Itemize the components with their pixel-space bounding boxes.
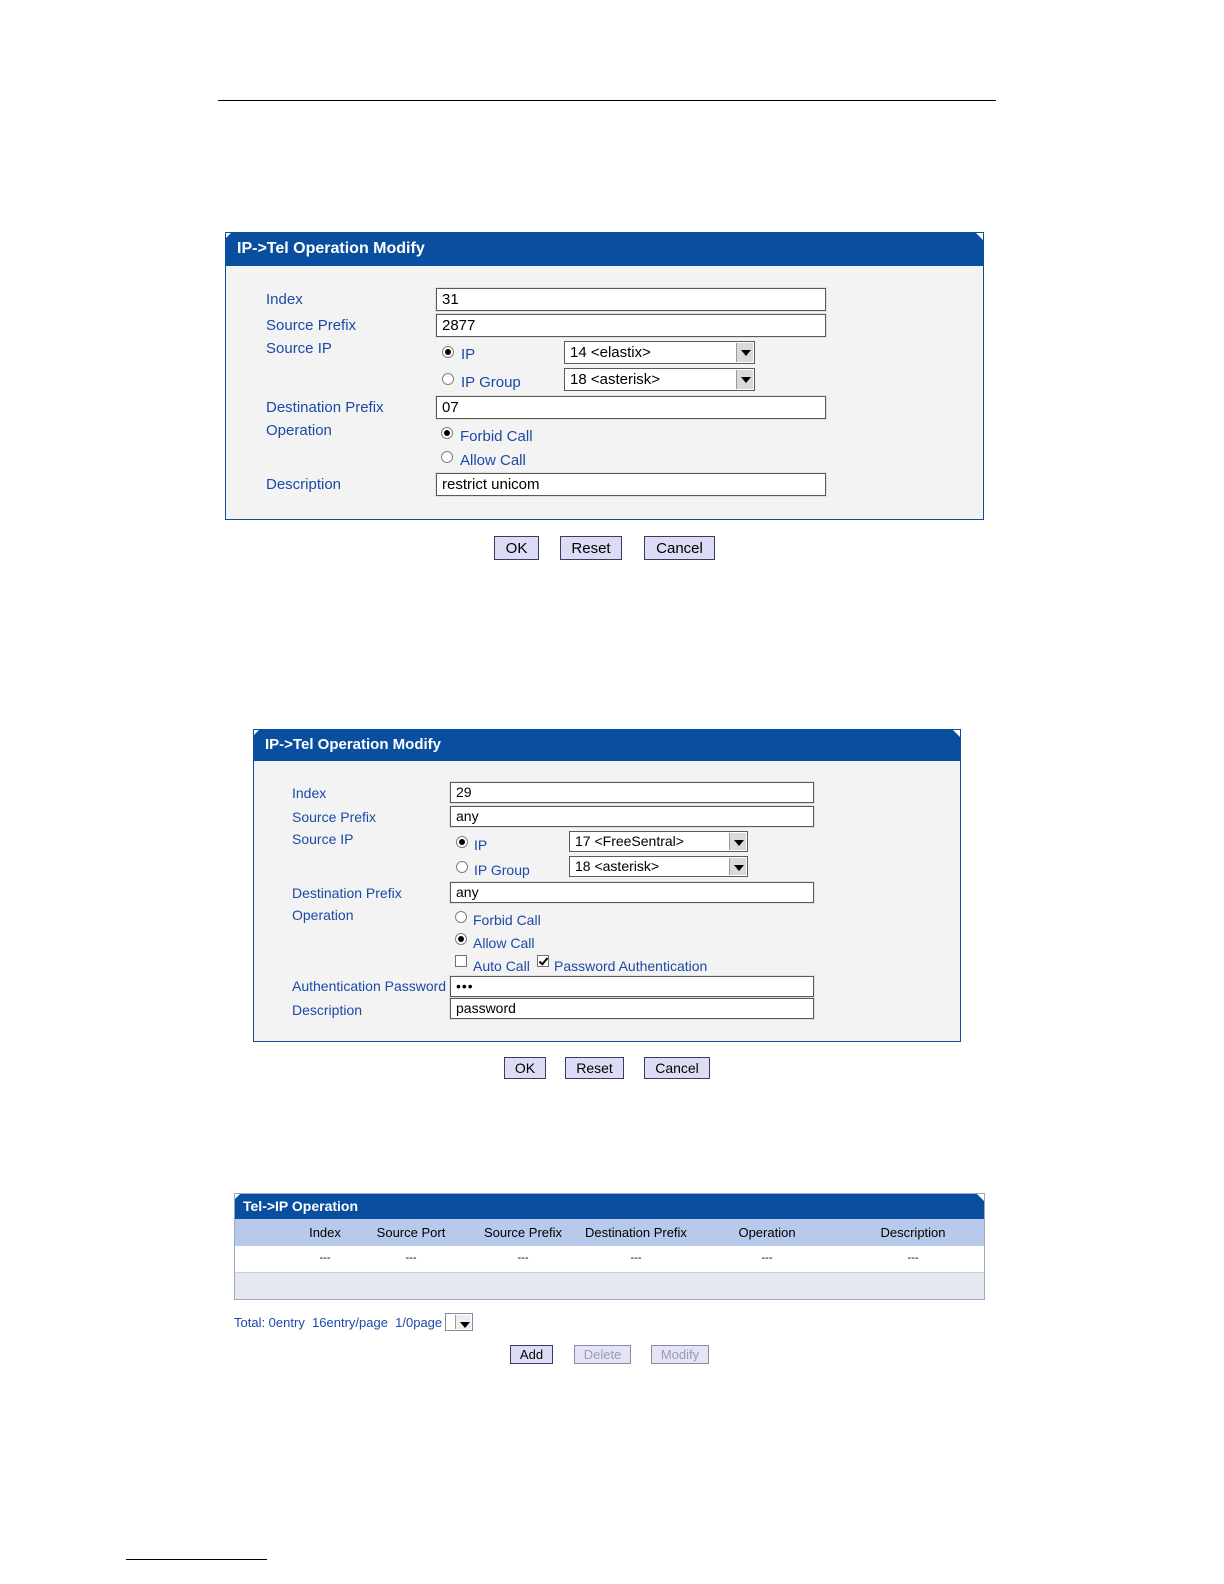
destination-prefix-input[interactable]: 07 — [436, 396, 826, 419]
description-input[interactable]: password — [450, 998, 814, 1019]
source-ip-group-radio[interactable] — [456, 861, 468, 873]
table-cell-destination-prefix: --- — [630, 1252, 642, 1264]
column-header-operation: Operation — [738, 1225, 796, 1240]
page-select[interactable] — [445, 1313, 473, 1331]
reset-button[interactable]: Reset — [560, 536, 622, 560]
table-cell-operation: --- — [761, 1252, 773, 1264]
page-footer-rule — [126, 1559, 267, 1560]
chevron-down-icon[interactable] — [736, 343, 753, 362]
source-ip-group-radio-label: IP Group — [461, 374, 521, 391]
source-ip-group-radio-label: IP Group — [474, 862, 530, 878]
index-label: Index — [266, 291, 303, 308]
ok-button[interactable]: OK — [494, 536, 539, 560]
source-prefix-input[interactable]: any — [450, 806, 814, 827]
operation-label: Operation — [266, 422, 332, 439]
index-input[interactable]: 31 — [436, 288, 826, 311]
allow-call-label: Allow Call — [460, 452, 526, 469]
destination-prefix-label: Destination Prefix — [266, 399, 384, 416]
page-header-rule — [218, 100, 996, 101]
ok-button[interactable]: OK — [504, 1057, 546, 1079]
forbid-call-label: Forbid Call — [473, 912, 541, 928]
column-header-source-prefix: Source Prefix — [483, 1225, 563, 1240]
source-ip-radio-label: IP — [461, 346, 476, 363]
source-ip-select[interactable] — [564, 341, 755, 364]
table-footer-row — [235, 1273, 984, 1299]
auth-password-label: Authentication Password — [292, 978, 447, 994]
add-button[interactable]: Add — [510, 1345, 553, 1364]
table-cell-description: --- — [907, 1252, 919, 1264]
description-input[interactable]: restrict unicom — [436, 473, 826, 496]
pagination-status: Total: 0entry 16entry/page 1/0page — [234, 1315, 443, 1330]
password-authentication-checkbox[interactable] — [537, 955, 549, 967]
column-header-index: Index — [309, 1225, 341, 1240]
destination-prefix-input[interactable]: any — [450, 882, 814, 903]
chevron-down-icon[interactable] — [729, 858, 746, 875]
index-label: Index — [292, 785, 327, 801]
source-ip-group-select-value: 18 <asterisk> — [575, 858, 660, 874]
description-label: Description — [266, 476, 342, 493]
forbid-call-radio[interactable] — [455, 911, 467, 923]
allow-call-label: Allow Call — [473, 935, 535, 951]
operation-label: Operation — [292, 907, 354, 923]
source-ip-radio-label: IP — [474, 837, 488, 853]
column-header-source-port: Source Port — [376, 1225, 446, 1240]
source-ip-group-select[interactable] — [569, 856, 748, 877]
panel-title: IP->Tel Operation Modify — [226, 233, 983, 266]
source-ip-label: Source IP — [266, 340, 332, 357]
reset-button[interactable]: Reset — [565, 1057, 624, 1079]
panel-title: IP->Tel Operation Modify — [254, 730, 960, 761]
modify-button[interactable]: Modify — [651, 1345, 709, 1364]
cancel-button[interactable]: Cancel — [644, 1057, 710, 1079]
source-ip-radio[interactable] — [456, 836, 468, 848]
source-ip-group-radio[interactable] — [442, 373, 454, 385]
auth-password-input[interactable]: ••• — [450, 976, 814, 997]
password-authentication-label: Password Authentication — [554, 958, 708, 974]
forbid-call-label: Forbid Call — [460, 428, 533, 445]
source-prefix-input[interactable]: 2877 — [436, 314, 826, 337]
chevron-down-icon[interactable] — [455, 1315, 471, 1329]
chevron-down-icon[interactable] — [729, 833, 746, 850]
forbid-call-radio[interactable] — [441, 427, 453, 439]
description-label: Description — [292, 1002, 363, 1018]
allow-call-radio[interactable] — [441, 451, 453, 463]
source-ip-group-select[interactable] — [564, 368, 755, 391]
destination-prefix-label: Destination Prefix — [292, 885, 402, 901]
source-ip-label: Source IP — [292, 831, 354, 847]
auto-call-label: Auto Call — [473, 958, 530, 974]
source-ip-group-select-value: 18 <asterisk> — [570, 371, 661, 388]
allow-call-radio[interactable] — [455, 933, 467, 945]
source-ip-select-value: 17 <FreeSentral> — [575, 833, 684, 849]
column-header-description: Description — [880, 1225, 946, 1240]
source-ip-radio[interactable] — [442, 346, 454, 358]
table-cell-source-prefix: --- — [517, 1252, 529, 1264]
source-ip-select-value: 14 <elastix> — [570, 344, 651, 361]
table-title: Tel->IP Operation — [235, 1194, 984, 1220]
delete-button[interactable]: Delete — [574, 1345, 631, 1364]
index-input[interactable]: 29 — [450, 782, 814, 803]
table-cell-source-port: --- — [405, 1252, 417, 1264]
auto-call-checkbox[interactable] — [455, 955, 467, 967]
source-prefix-label: Source Prefix — [266, 317, 357, 334]
source-prefix-label: Source Prefix — [292, 809, 377, 825]
table-cell-index: --- — [319, 1252, 331, 1264]
chevron-down-icon[interactable] — [736, 370, 753, 389]
column-header-destination-prefix: Destination Prefix — [585, 1225, 687, 1240]
source-ip-select[interactable] — [569, 831, 748, 852]
cancel-button[interactable]: Cancel — [644, 536, 715, 560]
